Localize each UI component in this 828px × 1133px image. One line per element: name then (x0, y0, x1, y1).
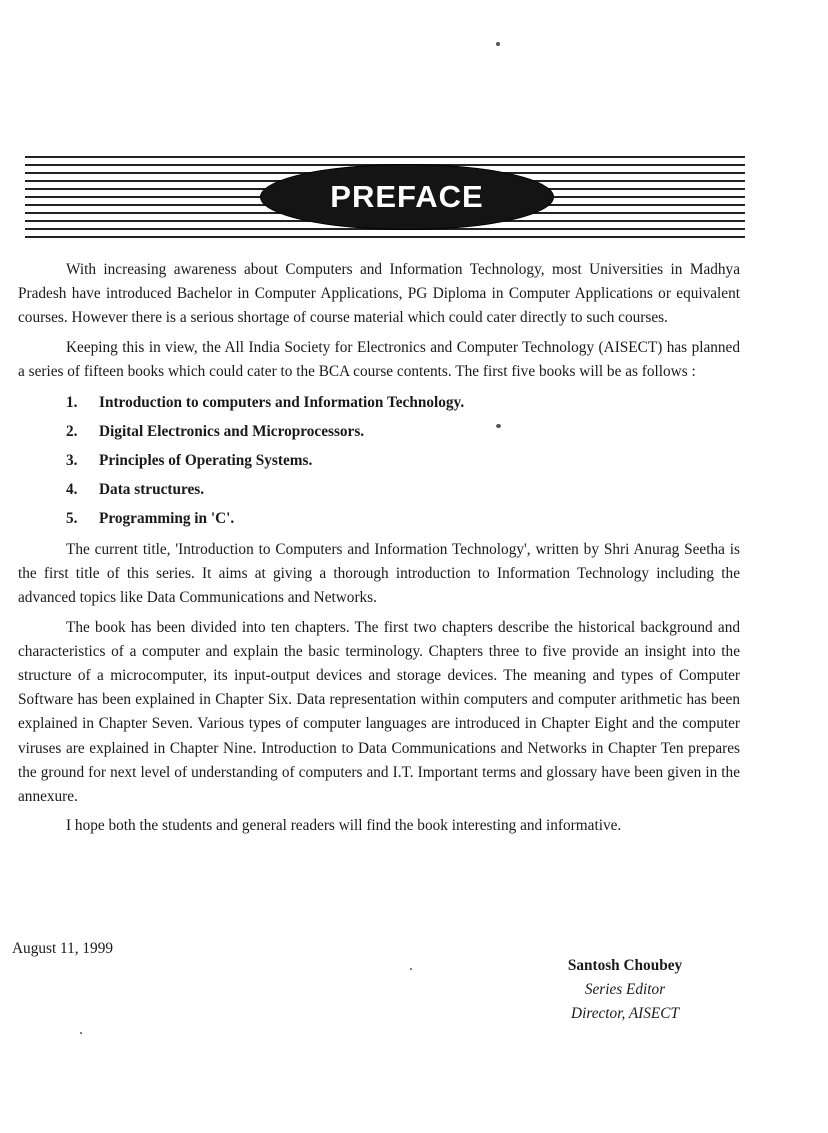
list-item: 1. Introduction to computers and Information Technology. (66, 394, 465, 412)
scan-speck (496, 424, 501, 428)
book-list (18, 388, 740, 533)
paragraph-chapters: The book has been divided into ten chapters. The first two chapters describe the historical background and characteristics of a computer and explain the basic terminology. Chapters three to five provide an insight into the structure of a microcomputer, its input-output devices and storage devices. The meaning and types of Computer Software has been explained in Chapter Six. Data representation within computers and computer arithmetic has been explained in Chapter Seven. Various types of computer languages are introduced in Chapter Eight and the computer viruses are explained in Chapter Nine. Introduction to Data Communications and Networks in Chapter Ten prepares the ground for next level of understanding of computers and I.T. Important terms and glossary have been given in the annexure. (18, 618, 740, 806)
scan-speck (410, 968, 412, 970)
date: August 11, 1999 (12, 940, 113, 957)
scan-speck (80, 1032, 82, 1034)
signature-block (540, 954, 710, 1026)
list-item: 3. Principles of Operating Systems. (66, 452, 313, 470)
signatory-name: Santosh Choubey (567, 957, 683, 974)
list-item: 2. Digital Electronics and Microprocessors. (66, 423, 365, 441)
preface-body (18, 258, 740, 838)
list-item: 5. Programming in 'C'. (66, 510, 235, 528)
paragraph-current-title: The current title, 'Introduction to Computers and Information Technology', written by Shri Anurag Seetha is the first title of this series. It aims at giving a thorough introduction to Information Technology including the advanced topics like Data Communications and Networks. (18, 541, 740, 607)
preface-banner (25, 156, 745, 238)
page-title: PREFACE (330, 179, 484, 214)
signatory-org: Director, AISECT (571, 1005, 679, 1022)
signatory-role: Series Editor (584, 981, 666, 998)
scan-speck (496, 42, 500, 46)
paragraph-aisect: Keeping this in view, the All India Society for Electronics and Computer Technology (AISECT) has planned a series of fifteen books which could cater to the BCA course contents. The first five books will be as follows : (18, 338, 740, 380)
paragraph-closing: I hope both the students and general readers will find the book interesting and informative. (66, 817, 622, 835)
list-item: 4. Data structures. (66, 481, 205, 499)
paragraph-intro: With increasing awareness about Computers and Information Technology, most Universities in Madhya Pradesh have introduced Bachelor in Computer Applications, PG Diploma in Computer Applications or equivalent courses. However there is a serious shortage of course material which could cater directly to such courses. (18, 261, 740, 327)
